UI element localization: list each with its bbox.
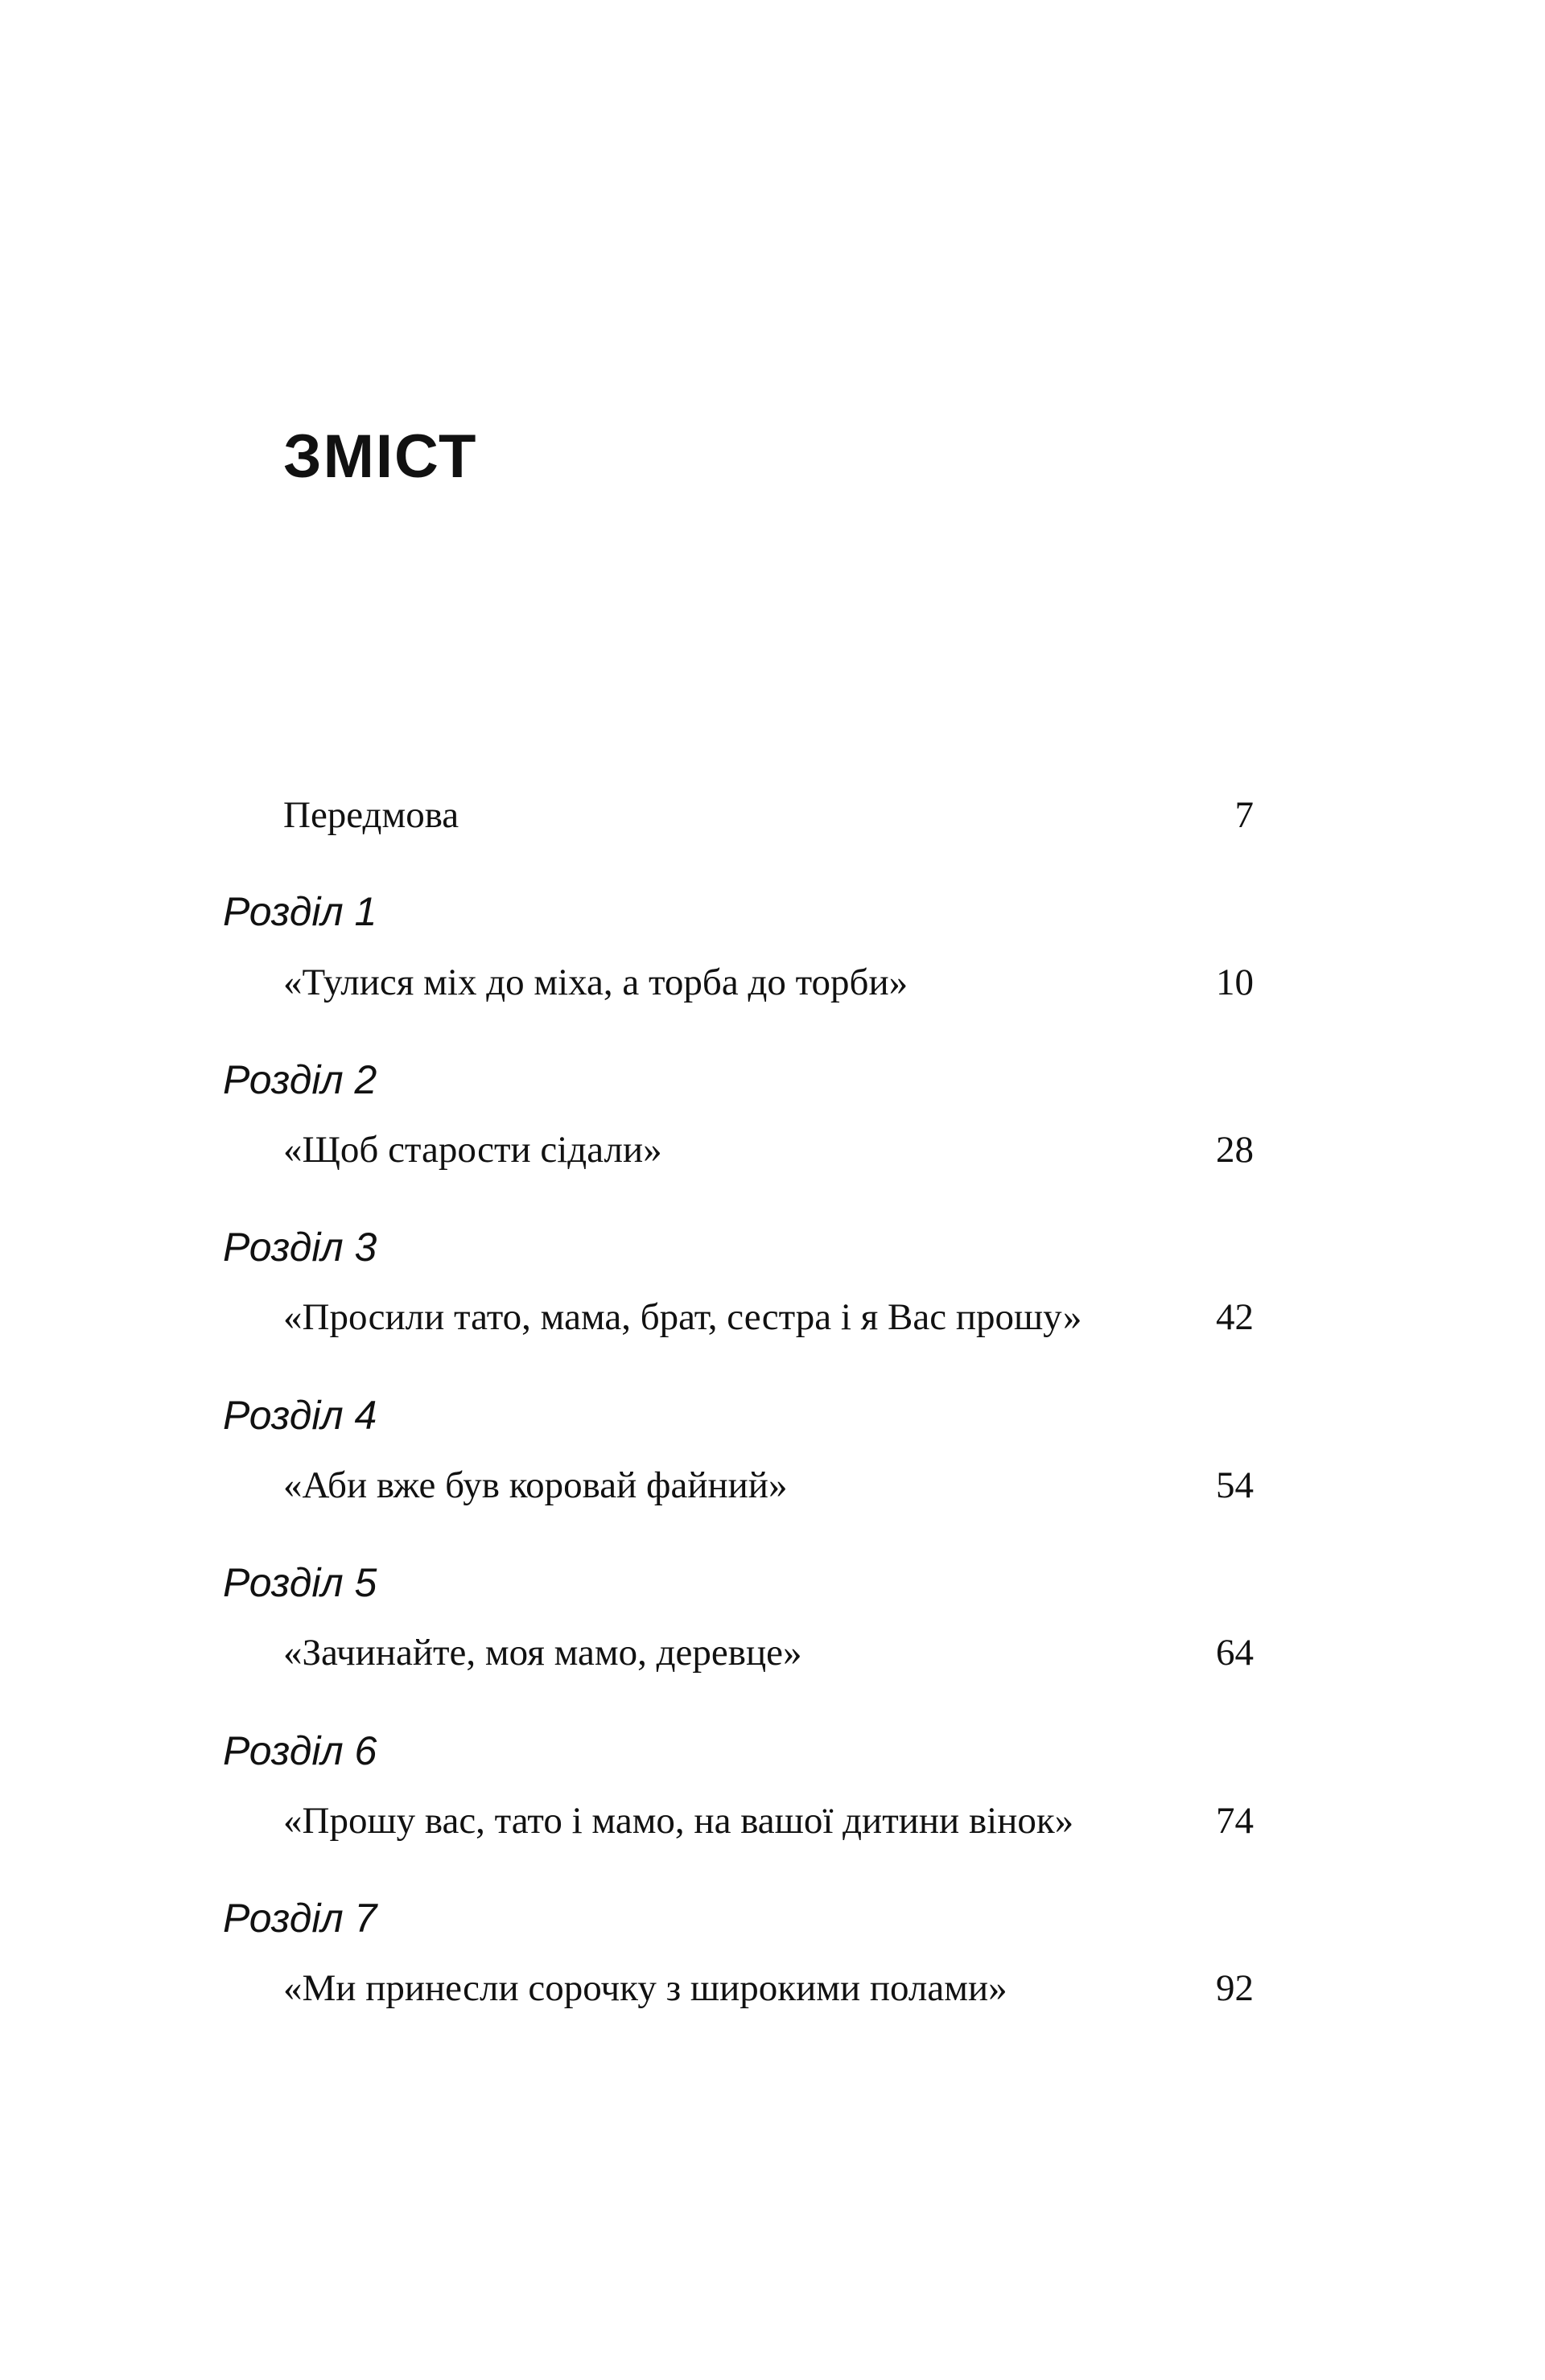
chapter-label: Розділ 3 [223, 1225, 377, 1270]
entry-title: «Щоб старости сідали» [283, 1129, 662, 1171]
page-title: ЗМІСТ [283, 422, 478, 491]
chapter-label: Розділ 7 [223, 1896, 377, 1941]
entry-title: «Тулися міх до міха, а торба до торби» [283, 961, 908, 1003]
entry-title: Передмова [283, 794, 459, 836]
entry-title: «Зачинайте, моя мамо, деревце» [283, 1632, 802, 1674]
chapter-label: Розділ 1 [223, 889, 377, 934]
entry-page-number: 28 [1216, 1129, 1254, 1171]
entry-page-number: 42 [1216, 1296, 1254, 1338]
chapter-label: Розділ 4 [223, 1393, 377, 1438]
entry-page-number: 74 [1216, 1800, 1254, 1842]
entry-page-number: 64 [1216, 1632, 1254, 1674]
entry-page-number: 92 [1216, 1967, 1254, 2009]
entry-page-number: 10 [1216, 961, 1254, 1003]
entry-title: «Ми принесли сорочку з широкими полами» [283, 1967, 1007, 2009]
entry-title: «Аби вже був коровай файний» [283, 1464, 788, 1506]
entry-title: «Прошу вас, тато і мамо, на вашої дитини вінок» [283, 1800, 1074, 1842]
chapter-label: Розділ 5 [223, 1560, 377, 1605]
chapter-label: Розділ 6 [223, 1728, 377, 1773]
chapter-label: Розділ 2 [223, 1057, 377, 1102]
entry-title: «Просили тато, мама, брат, сестра і я Вас прошу» [283, 1296, 1082, 1338]
entry-page-number: 54 [1216, 1464, 1254, 1506]
entry-page-number: 7 [1234, 794, 1254, 836]
